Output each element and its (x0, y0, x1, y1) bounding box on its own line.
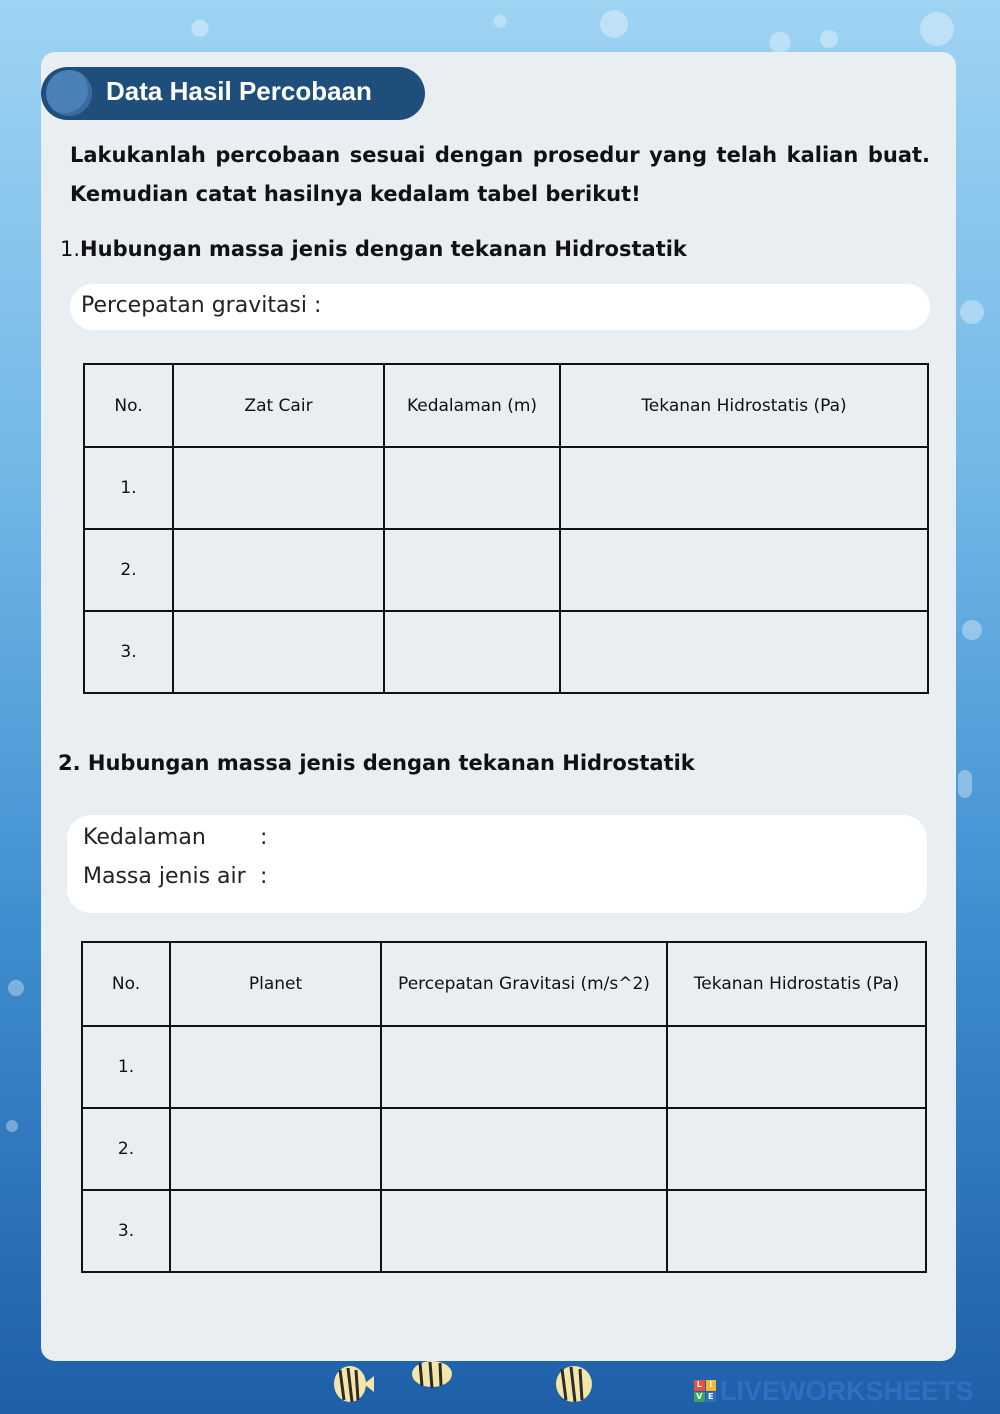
logo-mark-letter: I (706, 1380, 717, 1391)
section-1-number: 1. (60, 237, 81, 261)
instructions-line-1: Lakukanlah percobaan sesuai dengan prosedur yang telah kalian buat. (70, 143, 930, 167)
table-1-row-1-no: 1. (84, 447, 173, 529)
section-1-heading-text: Hubungan massa jenis dengan tekanan Hidrostatik (80, 237, 687, 261)
table-2-row-3-no: 3. (82, 1190, 170, 1272)
table-2-row-3-tekanan-cell[interactable] (667, 1190, 926, 1272)
table-2-row-2-percepatan-cell[interactable] (381, 1108, 667, 1190)
table-1-row-3-no: 3. (84, 611, 173, 693)
instructions-line-2: Kemudian catat hasilnya kedalam tabel berikut! (70, 182, 641, 206)
bubble-decoration (600, 10, 628, 38)
table-2-header-row (82, 942, 926, 1026)
table-1 (83, 363, 929, 694)
table-2 (81, 941, 927, 1273)
logo-mark-icon (694, 1380, 716, 1402)
table-1-row-2-kedalaman-cell[interactable] (384, 529, 560, 611)
table-2-row-2-planet-cell[interactable] (170, 1108, 381, 1190)
table-1-row-1-kedalaman-cell[interactable] (384, 447, 560, 529)
table-1-row-3-zat-cair-cell[interactable] (173, 611, 384, 693)
bubble-decoration (820, 30, 838, 48)
instructions (70, 136, 930, 214)
kedalaman-label: Kedalaman (83, 825, 206, 850)
liveworksheets-logo (694, 1375, 974, 1407)
table-row (82, 1108, 926, 1190)
table-2-row-1-percepatan-cell[interactable] (381, 1026, 667, 1108)
kedalaman-colon: : (260, 825, 268, 850)
table-1-header-no: No. (84, 364, 173, 447)
table-row (82, 1190, 926, 1272)
table-1-header-kedalaman: Kedalaman (m) (384, 364, 560, 447)
table-row (84, 611, 928, 693)
gravity-field-label: Percepatan gravitasi : (81, 293, 322, 318)
table-1-row-2-zat-cair-cell[interactable] (173, 529, 384, 611)
fish-icon (550, 1362, 600, 1406)
massa-jenis-air-label: Massa jenis air (83, 864, 246, 889)
table-2-row-2-tekanan-cell[interactable] (667, 1108, 926, 1190)
table-2-header-planet: Planet (170, 942, 381, 1026)
bubble-decoration (962, 620, 982, 640)
bubble-decoration (8, 980, 24, 996)
bubble-decoration (960, 300, 984, 324)
gravity-info-box (70, 284, 930, 330)
massa-jenis-air-colon: : (260, 864, 268, 889)
table-row (84, 447, 928, 529)
table-2-header-no: No. (82, 942, 170, 1026)
fish-icon (330, 1362, 374, 1406)
title-circle-icon (46, 70, 92, 116)
fish-icon (408, 1360, 458, 1390)
table-1-header-zat-cair: Zat Cair (173, 364, 384, 447)
section-1-heading (60, 237, 687, 261)
table-2-row-3-planet-cell[interactable] (170, 1190, 381, 1272)
table-1-row-3-tekanan-cell[interactable] (560, 611, 928, 693)
table-1-row-1-zat-cair-cell[interactable] (173, 447, 384, 529)
logo-mark-letter: V (694, 1392, 705, 1403)
section-2-heading: 2. Hubungan massa jenis dengan tekanan Hidrostatik (58, 751, 695, 775)
table-1-row-2-no: 2. (84, 529, 173, 611)
page-title: Data Hasil Percobaan (106, 76, 372, 106)
table-1-row-3-kedalaman-cell[interactable] (384, 611, 560, 693)
table-2-header-percepatan: Percepatan Gravitasi (m/s^2) (381, 942, 667, 1026)
logo-mark-letter: E (706, 1392, 717, 1403)
table-2-header-tekanan: Tekanan Hidrostatis (Pa) (667, 942, 926, 1026)
table-2-row-2-no: 2. (82, 1108, 170, 1190)
table-1-row-2-tekanan-cell[interactable] (560, 529, 928, 611)
table-2-row-3-percepatan-cell[interactable] (381, 1190, 667, 1272)
table-row (82, 1026, 926, 1108)
logo-text: LIVEWORKSHEETS (720, 1375, 974, 1406)
bubble-decoration (920, 12, 954, 46)
depth-density-info-box (67, 815, 927, 913)
table-1-header-tekanan: Tekanan Hidrostatis (Pa) (560, 364, 928, 447)
table-2-row-1-planet-cell[interactable] (170, 1026, 381, 1108)
bubble-decoration (958, 770, 972, 798)
bubble-decoration (6, 1120, 18, 1132)
table-2-row-1-tekanan-cell[interactable] (667, 1026, 926, 1108)
table-1-row-1-tekanan-cell[interactable] (560, 447, 928, 529)
logo-mark-letter: L (694, 1380, 705, 1391)
table-1-header-row (84, 364, 928, 447)
table-2-row-1-no: 1. (82, 1026, 170, 1108)
table-row (84, 529, 928, 611)
